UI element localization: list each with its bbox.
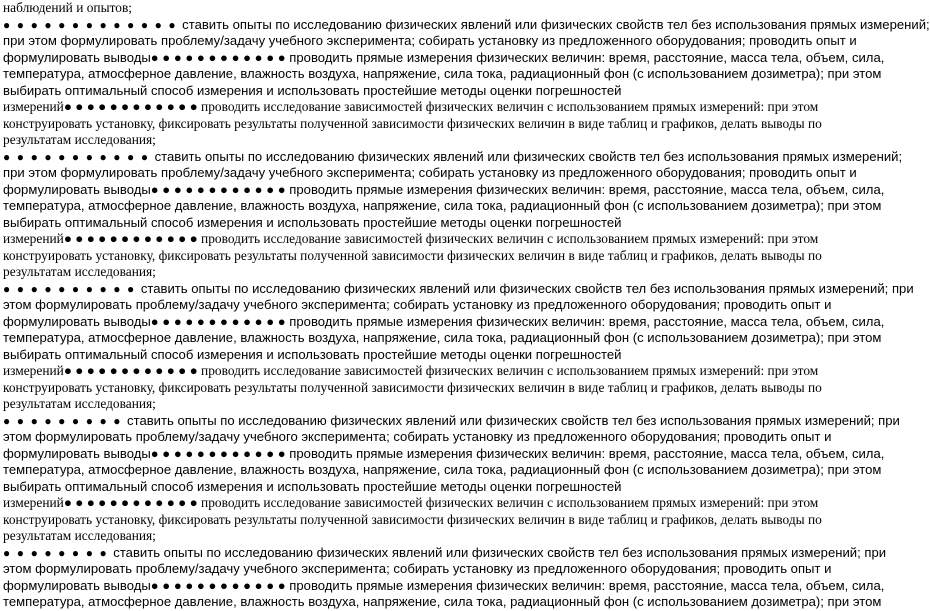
text-line [3,264,813,281]
text-line [3,429,832,446]
bullet-dots: ● ● ● ● ● ● ● ● ● ● [3,281,141,296]
text-line [3,528,813,545]
text-line [3,479,813,496]
line-text: измерений● ● ● ● ● ● ● ● ● ● ● ● проводить исследование зависимостей физических величин с использованием прямых измерений: при этом [3,231,819,246]
text-line [3,544,887,562]
line-text: при этом формулировать проблему/задачу учебного эксперимента; собирать установку из предложенного оборудования; проводить опыт и [3,33,857,48]
text-line [3,330,882,347]
text-line [3,577,885,595]
line-text: формулировать выводы● ● ● ● ● ● ● ● ● ● ● ● проводить прямые измерения физических величин: время, расстояние, масса тела, объем, сила, [3,181,885,197]
line-text: ставить опыты по исследованию физических явлений или физических свойств тел без использования прямых измерений; при [127,412,900,428]
line-text: выбирать оптимальный способ измерения и использовать простейшие методы оценки погрешностей [3,214,622,230]
line-text: измерений● ● ● ● ● ● ● ● ● ● ● ● проводить исследование зависимостей физических величин с использованием прямых измерений: при этом [3,99,819,114]
text-line [3,462,882,479]
line-text: формулировать выводы● ● ● ● ● ● ● ● ● ● ● ● проводить прямые измерения физических величин: время, расстояние, масса тела, объем, сила, [3,577,885,593]
text-line [3,280,914,298]
line-text: ставить опыты по исследованию физических явлений или физических свойств тел без использования прямых измерений; [154,148,903,164]
line-text: конструировать установку, фиксировать результаты полученной зависимости физических величин в виде таблиц и графиков, делать выводы по [3,379,822,395]
line-text: наблюдений и опытов; [3,0,132,15]
line-text: результатам исследования; [3,264,156,279]
line-text: выбирать оптимальный способ измерения и использовать простейшие методы оценки погрешностей [3,82,622,98]
line-text: конструировать установку, фиксировать результаты полученной зависимости физических величин в виде таблиц и графиков, делать выводы по [3,511,822,527]
text-line [3,0,813,17]
line-text: конструировать установку, фиксировать результаты полученной зависимости физических величин в виде таблиц и графиков, делать выводы по [3,247,822,263]
line-text: конструировать установку, фиксировать результаты полученной зависимости физических величин в виде таблиц и графиков, делать выводы по [3,115,822,131]
text-line [3,215,813,232]
text-line [3,99,819,116]
text-line [3,445,885,463]
text-line [3,148,903,166]
line-text: ставить опыты по исследованию физических явлений или физических свойств тел без использования прямых измерений; при [113,544,887,560]
text-line [3,247,822,265]
text-line [3,49,885,67]
line-text: измерений● ● ● ● ● ● ● ● ● ● ● ● проводить исследование зависимостей физических величин с использованием прямых измерений: при этом [3,495,819,510]
text-line [3,33,857,50]
line-text: формулировать выводы● ● ● ● ● ● ● ● ● ● ● ● проводить прямые измерения физических величин: время, расстояние, масса тела, объем, сила, [3,49,885,65]
line-text: измерений● ● ● ● ● ● ● ● ● ● ● ● проводить исследование зависимостей физических величин с использованием прямых измерений: при этом [3,363,819,378]
line-text: этом формулировать проблему/задачу учебного эксперимента; собирать установку из предложенного оборудования; проводить опыт и [3,429,832,444]
line-text: температура, атмосферное давление, влажность воздуха, напряжение, сила тока, радиационный фон (с использованием дозиметра); при этом [3,66,882,81]
line-text: выбирать оптимальный способ измерения и использовать простейшие методы оценки погрешностей [3,478,622,494]
line-text: температура, атмосферное давление, влажность воздуха, напряжение, сила тока, радиационный фон (с использованием дозиметра); при этом [3,594,882,609]
line-text: формулировать выводы● ● ● ● ● ● ● ● ● ● ● ● проводить прямые измерения физических величин: время, расстояние, масса тела, объем, сила, [3,313,885,329]
line-text: формулировать выводы● ● ● ● ● ● ● ● ● ● ● ● проводить прямые измерения физических величин: время, расстояние, масса тела, объем, сила, [3,445,885,461]
text-line [3,115,822,133]
line-text: этом формулировать проблему/задачу учебного эксперимента; собирать установку из предложенного оборудования; проводить опыт и [3,561,832,576]
text-line [3,66,882,83]
line-text: результатам исследования; [3,528,156,543]
line-text: при этом формулировать проблему/задачу учебного эксперимента; собирать установку из предложенного оборудования; проводить опыт и [3,165,857,180]
line-text: выбирать оптимальный способ измерения и использовать простейшие методы оценки погрешностей [3,346,622,362]
bullet-dots: ● ● ● ● ● ● ● ● ● ● ● [3,149,155,164]
line-text: результатам исследования; [3,396,156,411]
bullet-dots: ● ● ● ● ● ● ● ● ● ● ● ● ● [3,17,183,32]
text-line [3,495,819,512]
text-line [3,379,822,397]
text-line [3,412,900,430]
line-text: этом формулировать проблему/задачу учебного эксперимента; собирать установку из предложенного оборудования; проводить опыт и [3,297,832,312]
text-line [3,297,832,314]
text-line [3,165,857,182]
text-line [3,363,819,380]
text-line [3,83,813,100]
line-text: температура, атмосферное давление, влажность воздуха, напряжение, сила тока, радиационный фон (с использованием дозиметра); при этом [3,198,882,213]
text-line [3,231,819,248]
text-line [3,181,885,199]
text-line [3,313,885,331]
text-line [3,132,813,149]
line-text: результатам исследования; [3,132,156,147]
line-text: ставить опыты по исследованию физических явлений или физических свойств тел без использования прямых измерений; [182,16,930,32]
bullet-dots: ● ● ● ● ● ● ● ● ● [3,413,128,428]
text-line [3,511,822,529]
text-line [3,594,882,611]
bullet-dots: ● ● ● ● ● ● ● ● [3,545,114,560]
text-line [3,347,813,364]
line-text: температура, атмосферное давление, влажность воздуха, напряжение, сила тока, радиационный фон (с использованием дозиметра); при этом [3,462,882,477]
text-line [3,561,832,578]
line-text: температура, атмосферное давление, влажность воздуха, напряжение, сила тока, радиационный фон (с использованием дозиметра); при этом [3,330,882,345]
text-line [3,16,930,34]
text-line [3,198,882,215]
line-text: ставить опыты по исследованию физических явлений или физических свойств тел без использования прямых измерений; при [140,280,914,296]
text-line [3,396,813,413]
